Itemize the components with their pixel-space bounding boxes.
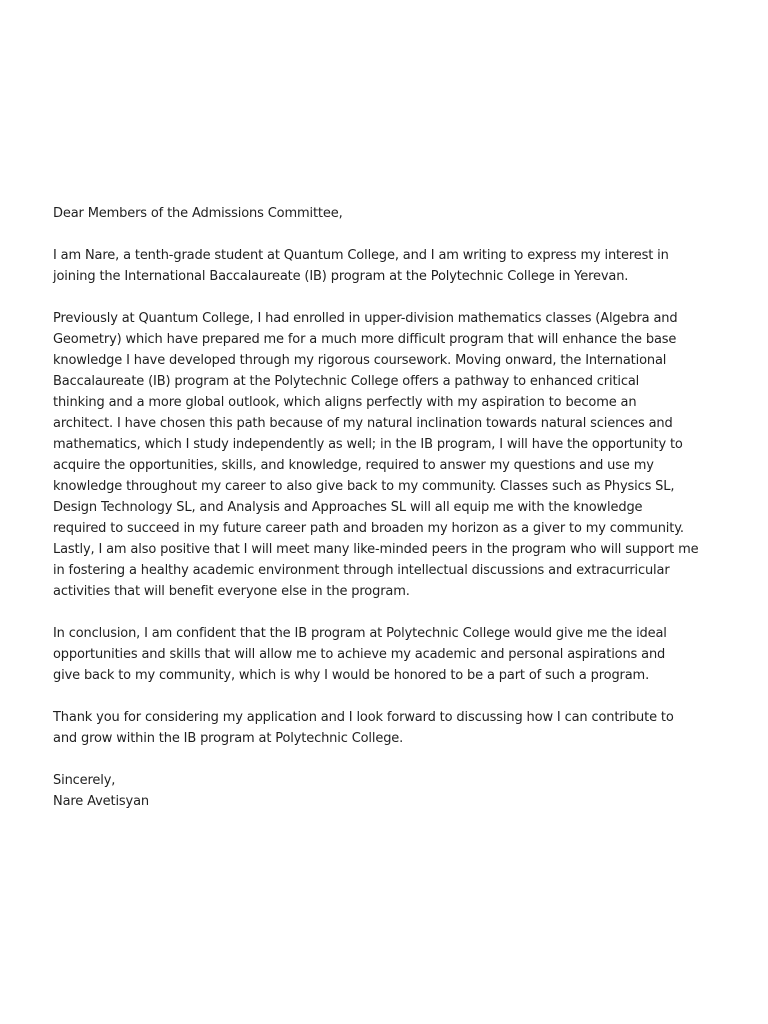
text-line: required to succeed in my future career path and broaden my horizon as a giver to my community. [53,521,684,536]
text-line: joining the International Baccalaureate (IB) program at the Polytechnic College in Yerevan. [53,269,629,284]
text-line: in fostering a healthy academic environment through intellectual discussions and extracurricular [53,563,670,578]
text-line: Geometry) which have prepared me for a much more difficult program that will enhance the base [53,332,677,347]
intro-paragraph [53,245,713,287]
text-line: mathematics, which I study independently as well; in the IB program, I will have the opportunity to [53,437,683,452]
text-line: opportunities and skills that will allow me to achieve my academic and personal aspirations and [53,647,666,662]
text-line: acquire the opportunities, skills, and knowledge, required to answer my questions and use my [53,458,654,473]
text-line: In conclusion, I am confident that the IB program at Polytechnic College would give me the ideal [53,626,667,641]
text-line: and grow within the IB program at Polytechnic College. [53,731,404,746]
text-line: activities that will benefit everyone else in the program. [53,584,410,599]
text-line: Thank you for considering my application and I look forward to discussing how I can contribute to [53,710,674,725]
letter-body [53,203,713,812]
motivation-paragraph [53,308,713,602]
thanks-paragraph [53,707,713,749]
text-line: Lastly, I am also positive that I will meet many like-minded peers in the program who will support me [53,542,699,557]
text-line: Baccalaureate (IB) program at the Polytechnic College offers a pathway to enhanced critical [53,374,640,389]
text-line: knowledge I have developed through my rigorous coursework. Moving onward, the International [53,353,667,368]
text-line: thinking and a more global outlook, which aligns perfectly with my aspiration to become an [53,395,637,410]
text-line: Previously at Quantum College, I had enrolled in upper-division mathematics classes (Algebra and [53,311,678,326]
conclusion-paragraph [53,623,713,686]
text-line: give back to my community, which is why I would be honored to be a part of such a program. [53,668,650,683]
salutation-block [53,203,713,224]
salutation: Dear Members of the Admissions Committee, [53,206,343,221]
sign-off-block [53,770,713,812]
text-line: architect. I have chosen this path because of my natural inclination towards natural sciences and [53,416,673,431]
text-line: knowledge throughout my career to also give back to my community. Classes such as Physics SL, [53,479,675,494]
signature-name: Nare Avetisyan [53,794,149,809]
text-line: Design Technology SL, and Analysis and Approaches SL will all equip me with the knowledge [53,500,643,515]
text-line: I am Nare, a tenth-grade student at Quantum College, and I am writing to express my interest in [53,248,669,263]
closing-phrase: Sincerely, [53,773,116,788]
